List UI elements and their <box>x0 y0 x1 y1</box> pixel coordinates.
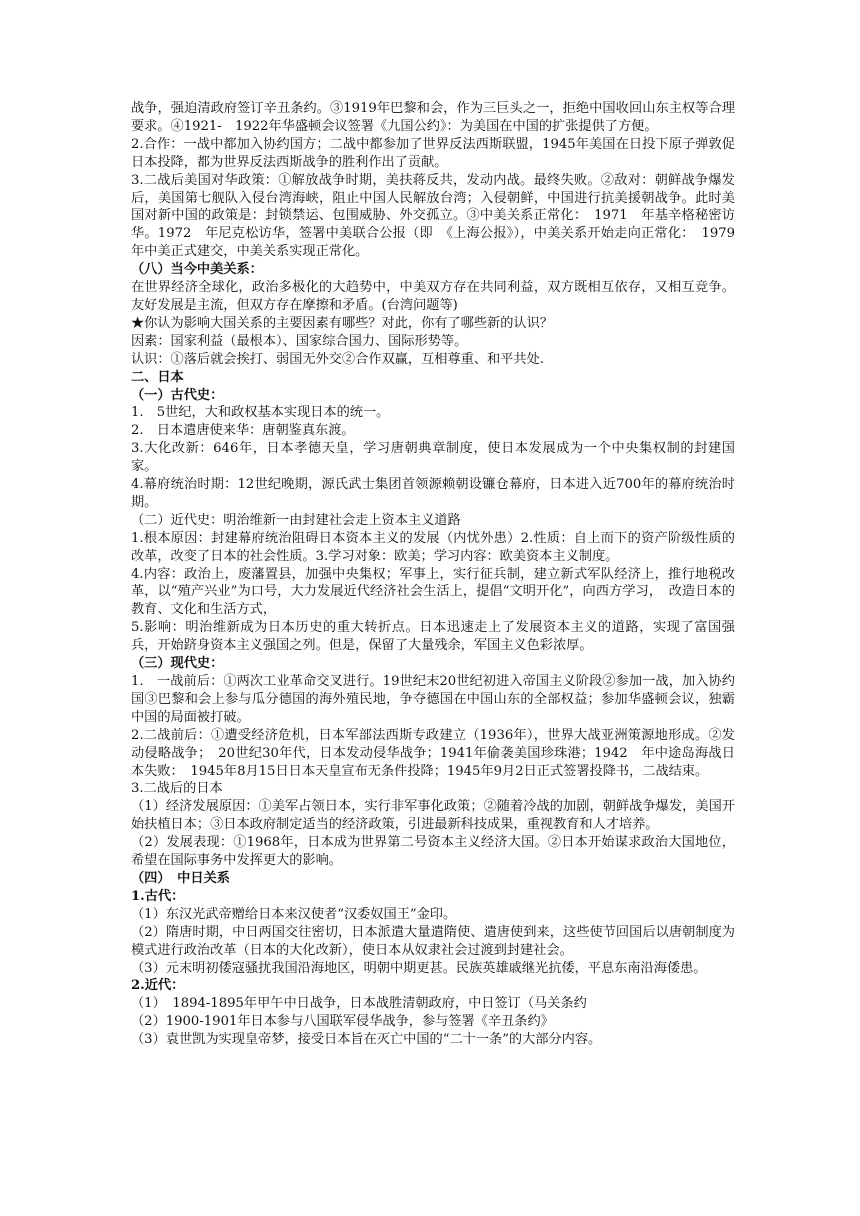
list-item: 3.二战后的日本 <box>131 781 223 797</box>
list-item: （3）元末明初倭寇骚扰我国沿海地区，明朝中期更甚。民族英雄戚继光抗倭，平息东南沿海倭患。 <box>131 960 707 976</box>
paragraph-current-relations: 在世界经济全球化，政治多极化的大趋势中，中美双方存在共同利益，双方既相互依存，又相互竞争。友好发展是主流，但双方存在摩擦和矛盾。(台湾问题等) <box>131 280 735 313</box>
list-item: 1. 一战前后：①两次工业革命交叉进行。19世纪末20世纪初进入帝国主义阶段②参加一战，加入协约国③巴黎和会上参与瓜分德国的海外殖民地，争夺德国在中国山东的全部权益；参加华盛顿会议，独霸中国的局面被打破。 <box>131 674 735 725</box>
list-item: 4.内容：政治上，废藩置县，加强中央集权；军事上，实行征兵制，建立新式军队经济上，推行地税改革，以“殖产兴业”为口号，大力发展近代经济社会生活上，提倡“文明开化”，向西方学习， 改造日本的教育、文化和生活方式， <box>131 566 735 618</box>
paragraph-usa-postwar-policy: 3.二战后美国对华政策：①解放战争时期，美扶蒋反共，发动内战。最终失败。②敌对：朝鲜战争爆发后，美国第七舰队入侵台湾海峡，阻止中国人民解放台湾；入侵朝鲜，中国进行抗美援朝战争。此时美国对新中国的政策是：封锁禁运、包围威胁、外交孤立。③中美关系正常化： 1971 年基辛格秘密访华。1972 年尼克松访华，签署中美联合公报（即 《上海公报》），中美关系开始走向正常化： 1979 年中美正式建交，中美关系实现正常化。 <box>131 172 749 260</box>
paragraph-usa-cooperation: 2.合作：一战中都加入协约国方；二战中都参加了世界反法西斯联盟，1945年美国在日投下原子弹敦促日本投降，都为世界反法西斯战争的胜利作出了贡献。 <box>131 136 735 170</box>
heading-contemporary-history: （三）现代史： <box>131 656 224 672</box>
heading-ancient-history: （一）古代史： <box>131 387 224 403</box>
question-line: ★你认为影响大国关系的主要因素有哪些？对此，你有了哪些新的认识？ <box>131 315 553 331</box>
heading-current-relations: （八）当今中美关系： <box>131 262 263 278</box>
list-item: 3.大化改新：646年，日本孝德天皇，学习唐朝典章制度，使日本发展成为一个中央集权制的封建国家。 <box>131 441 735 475</box>
list-item: （3）袁世凯为实现皇帝梦，接受日本旨在灭亡中国的“二十一条”的大部分内容。 <box>131 1032 602 1048</box>
list-item: （2）1900-1901年日本参与八国联军侵华战争，参与签署《辛丑条约》 <box>131 1014 554 1030</box>
list-item: （2）隋唐时期，中日两国交往密切，日本派遣大量遣隋使、遣唐使到来，这些使节回国后以唐朝制度为模式进行政治改革（日本的大化改新），使日本从奴隶社会过渡到封建社会。 <box>131 924 735 958</box>
list-item: 5.影响：明治维新成为日本历史的重大转折点。日本迅速走上了发展资本主义的道路，实现了富国强兵，开始跻身资本主义强国之列。但是，保留了大量残余，军国主义色彩浓厚。 <box>131 620 735 654</box>
list-item: （2）发展表现：①1968年，日本成为世界第二号资本主义经济大国。②日本开始谋求政治大国地位，希望在国际事务中发挥更大的影响。 <box>131 835 735 869</box>
subheading-ancient: 1.古代： <box>131 888 185 904</box>
list-item: 1. 5世纪，大和政权基本实现日本的统一。 <box>131 405 390 421</box>
subheading-modern: 2.近代： <box>131 978 185 994</box>
list-item: 4.幕府统治时期：12世纪晚期，源氏武士集团首领源赖朝设镰仓幕府，日本进入近700年的幕府统治时期。 <box>131 477 735 510</box>
list-item: （1）东汉光武帝赠给日本来汉使者“汉委奴国王”金印。 <box>131 906 457 922</box>
list-item: 2.二战前后：①遭受经济危机，日本军部法西斯专政建立（1936年），世界大战亚洲策源地形成。②发动侵略战争； 20世纪30年代，日本发动侵华战争；1941年偷袭美国珍珠港；1942 年中途岛海战日本失败： 1945年8月15日日本天皇宣布无条件投降；1945年9月2日正式签署投降书，二战结束。 <box>131 727 735 779</box>
list-item: 1.根本原因：封建幕府统治阻碍日本资本主义的发展（内忧外患）2.性质：自上而下的资产阶级性质的改革，改变了日本的社会性质。3.学习对象：欧美；学习内容：欧美资本主义制度。 <box>131 530 735 564</box>
list-item: （1） 1894-1895年甲午中日战争，日本战胜清朝政府，中日签订（马关条约 <box>131 996 587 1012</box>
factors-line: 因素：国家利益（最根本）、国家综合国力、国际形势等。 <box>131 333 468 349</box>
heading-sino-japanese-relations: （四） 中日关系 <box>131 870 230 886</box>
section-heading-japan: 二、日本 <box>131 369 184 385</box>
heading-modern-history: （二）近代史：明治维新一由封建社会走上资本主义道路 <box>131 512 461 528</box>
list-item: 2. 日本遣唐使来华：唐朝鉴真东渡。 <box>131 423 355 439</box>
insights-line: 认识：①落后就会挨打、弱国无外交②合作双赢，互相尊重、和平共处. <box>131 351 545 367</box>
list-item: （1）经济发展原因：①美军占领日本，实行非军事化政策；②随着冷战的加剧，朝鲜战争爆发，美国开始扶植日本；③日本政府制定适当的经济政策，引进最新科技成果，重视教育和人才培养。 <box>131 799 735 833</box>
paragraph-usa-conflict: 战争，强迫清政府签订辛丑条约。③1919年巴黎和会，作为三巨头之一，拒绝中国收回山东主权等合理要求。④1921- 1922年华盛顿会议签署《九国公约》：为美国在中国的扩张提供了方便。 <box>131 101 735 134</box>
document-page <box>131 100 749 1049</box>
